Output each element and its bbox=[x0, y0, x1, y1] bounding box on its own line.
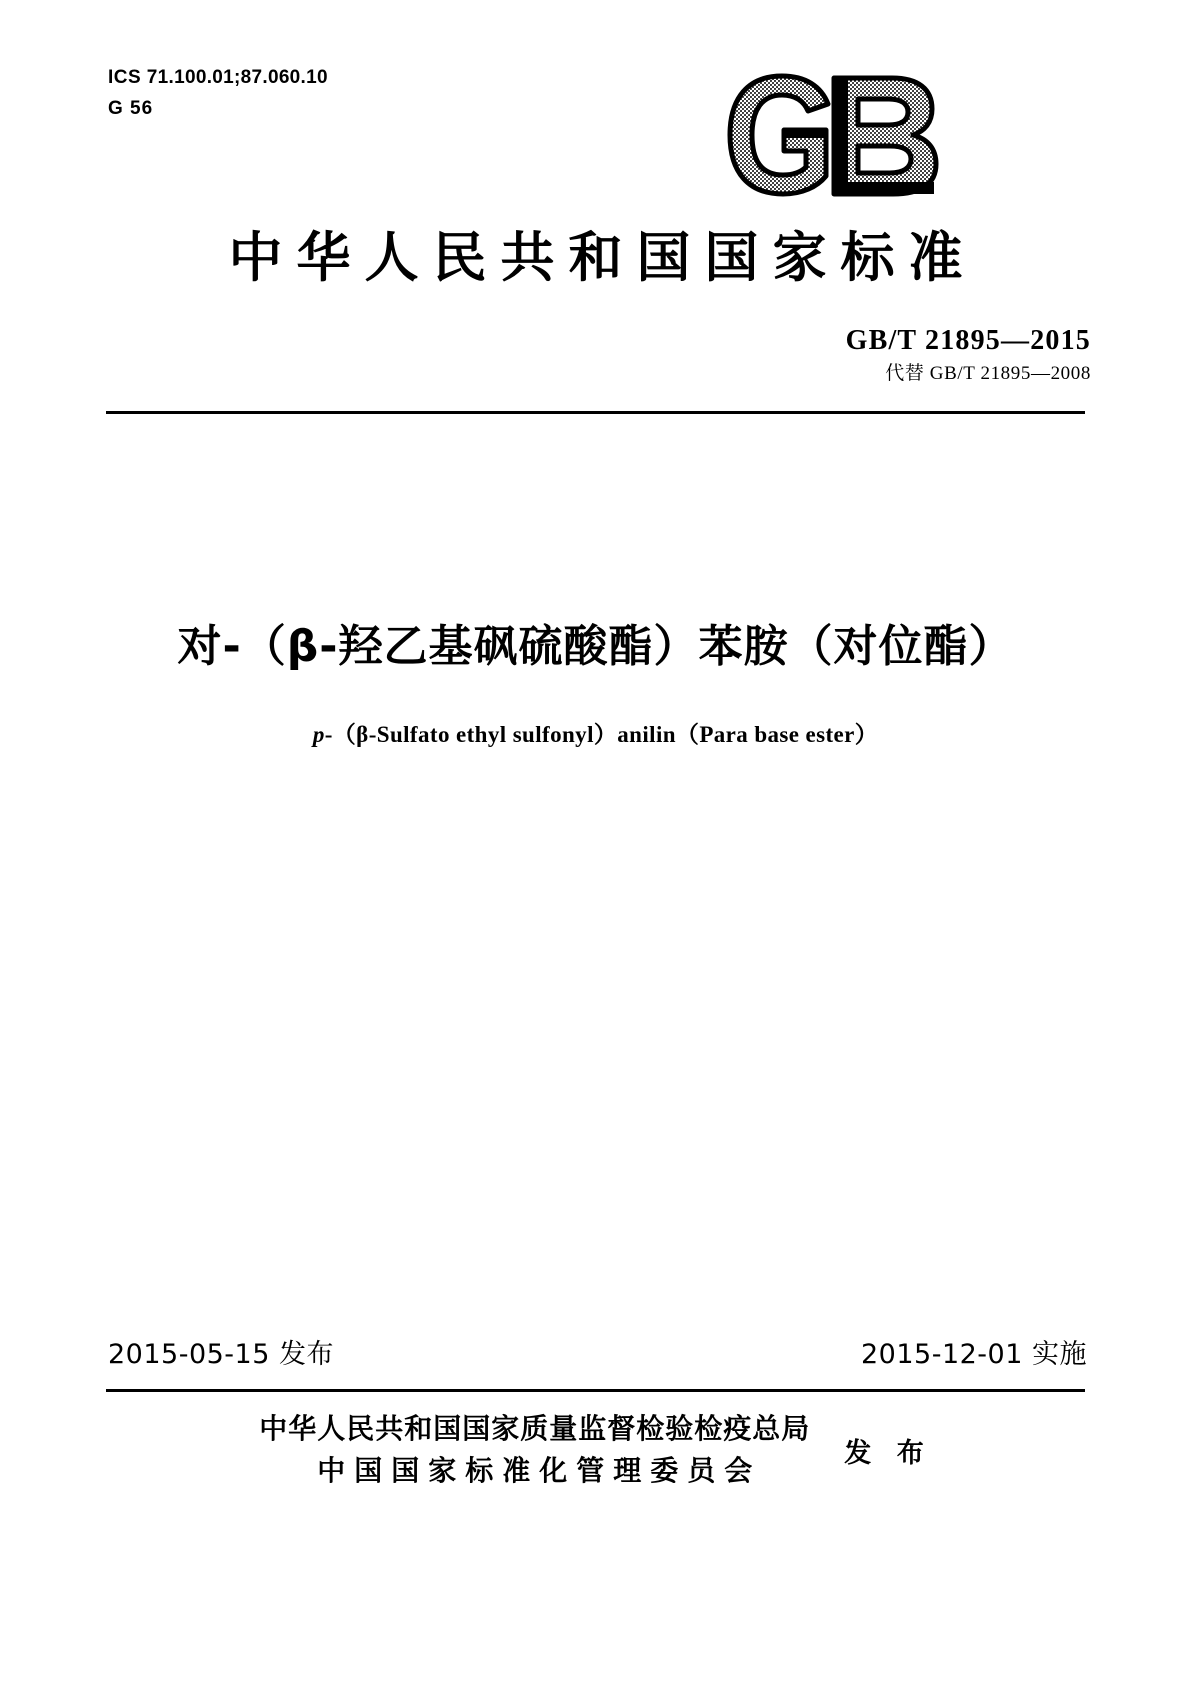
gb-logo bbox=[722, 72, 952, 200]
ics-line bbox=[108, 64, 328, 92]
divider-top bbox=[106, 411, 1085, 414]
standard-replaces: 代替 GB/T 21895—2008 bbox=[885, 363, 1091, 384]
classification-code: G 56 bbox=[108, 97, 154, 119]
document-title-english-prefix: p bbox=[312, 722, 325, 747]
standard-number: GB/T 21895—2015 bbox=[845, 325, 1091, 356]
issue-action-label: 发 布 bbox=[844, 1437, 932, 1469]
issue-date: 2015-05-15 发布 bbox=[108, 1339, 334, 1370]
ics-label: ICS bbox=[108, 67, 142, 88]
issuer-name-block bbox=[259, 1408, 810, 1492]
issuer-line-1: 中华人民共和国国家质量监督检验检疫总局 bbox=[259, 1412, 811, 1445]
national-standard-title: 中华人民共和国国家标准 bbox=[228, 226, 977, 289]
document-title-english bbox=[0, 716, 1191, 749]
ics-block bbox=[108, 64, 328, 122]
effective-date: 2015-12-01 实施 bbox=[861, 1339, 1087, 1370]
document-title-english-rest: -（β-Sulfato ethyl sulfonyl）anilin（Para base ester） bbox=[324, 722, 879, 747]
divider-bottom bbox=[106, 1389, 1085, 1392]
ics-value: 71.100.01;87.060.10 bbox=[146, 67, 328, 88]
issuing-organizations bbox=[0, 1408, 1191, 1492]
document-title-chinese: 对-（β-羟乙基砜硫酸酯）苯胺（对位酯） bbox=[177, 621, 1014, 672]
issuer-line-2: 中国国家标准化管理委员会 bbox=[317, 1454, 762, 1487]
